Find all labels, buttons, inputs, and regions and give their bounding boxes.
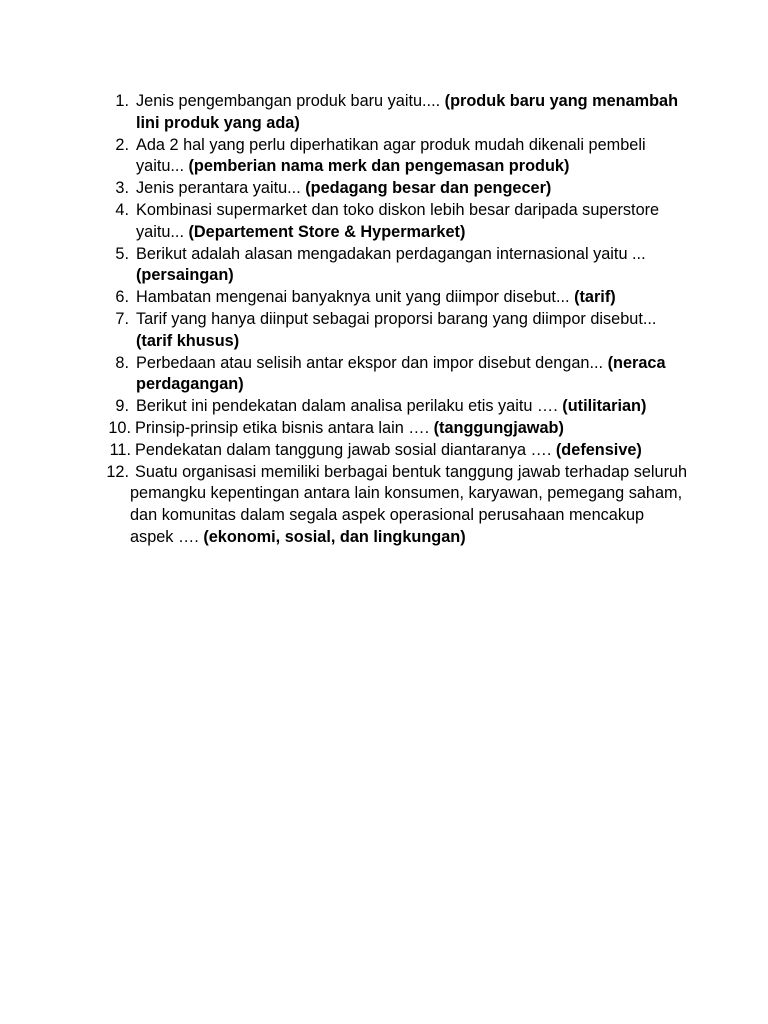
item-number: 12. (106, 462, 129, 481)
item-number: 4. (115, 200, 129, 219)
item-question: Berikut ini pendekatan dalam analisa perilaku etis yaitu …. (136, 397, 558, 416)
item-answer: (tarif khusus) (136, 331, 240, 350)
item-number: 8. (115, 353, 129, 372)
list-item (0, 418, 690, 440)
list-item (0, 178, 690, 200)
item-question: Berikut adalah alasan mengadakan perdagangan internasional yaitu ... (136, 244, 646, 263)
list-item (0, 91, 690, 135)
item-question: Jenis perantara yaitu... (136, 179, 301, 198)
list-item (0, 135, 690, 179)
item-number: 11. (109, 440, 131, 459)
item-question: Suatu organisasi memiliki berbagai bentuk tanggung jawab terhadap seluruh pemangku kepentingan antara lain konsumen, karyawan, pemegang saham, dan komunitas dalam segala aspek operasional perusahaan mencakup aspek …. (130, 462, 688, 546)
list-item (0, 309, 690, 353)
item-question: Perbedaan atau selisih antar ekspor dan impor disebut dengan... (136, 353, 604, 372)
list-item (0, 200, 690, 244)
item-question: Pendekatan dalam tanggung jawab sosial diantaranya …. (135, 440, 552, 459)
item-question: Ada 2 hal yang perlu diperhatikan agar produk mudah dikenali pembeli yaitu... (136, 135, 646, 176)
question-list (0, 91, 690, 549)
item-answer: (pedagang besar dan pengecer) (305, 179, 552, 198)
item-question: Prinsip-prinsip etika bisnis antara lain …. (135, 418, 430, 437)
list-item (0, 396, 690, 418)
list-item (0, 462, 690, 549)
list-item (0, 244, 690, 288)
item-number: 10. (108, 418, 131, 437)
item-number: 9. (115, 397, 129, 416)
item-answer: (utilitarian) (562, 397, 647, 416)
item-answer: (Departement Store & Hypermarket) (188, 222, 466, 241)
item-answer: (tanggungjawab) (433, 418, 564, 437)
item-number: 6. (115, 288, 129, 307)
item-answer: (tarif) (574, 288, 616, 307)
item-question: Tarif yang hanya diinput sebagai proporsi barang yang diimpor disebut... (136, 309, 657, 328)
item-question: Kombinasi supermarket dan toko diskon lebih besar daripada superstore yaitu... (136, 200, 660, 241)
item-number: 3. (115, 179, 129, 198)
item-answer: (defensive) (555, 440, 642, 459)
list-item (0, 353, 690, 397)
list-item (0, 287, 690, 309)
item-question: Jenis pengembangan produk baru yaitu.... (136, 92, 441, 110)
item-answer: (neraca perdagangan) (136, 353, 666, 394)
item-answer: (produk baru yang menambah lini produk yang ada) (136, 92, 679, 132)
list-item (0, 440, 690, 462)
item-number: 2. (115, 135, 129, 154)
item-answer: (persaingan) (136, 266, 234, 285)
item-number: 5. (115, 244, 129, 263)
item-number: 1. (115, 92, 129, 110)
item-answer: (pemberian nama merk dan pengemasan produk) (188, 157, 570, 176)
item-number: 7. (115, 309, 129, 328)
item-answer: (ekonomi, sosial, dan lingkungan) (203, 527, 466, 546)
item-question: Hambatan mengenai banyaknya unit yang diimpor disebut... (136, 288, 570, 307)
